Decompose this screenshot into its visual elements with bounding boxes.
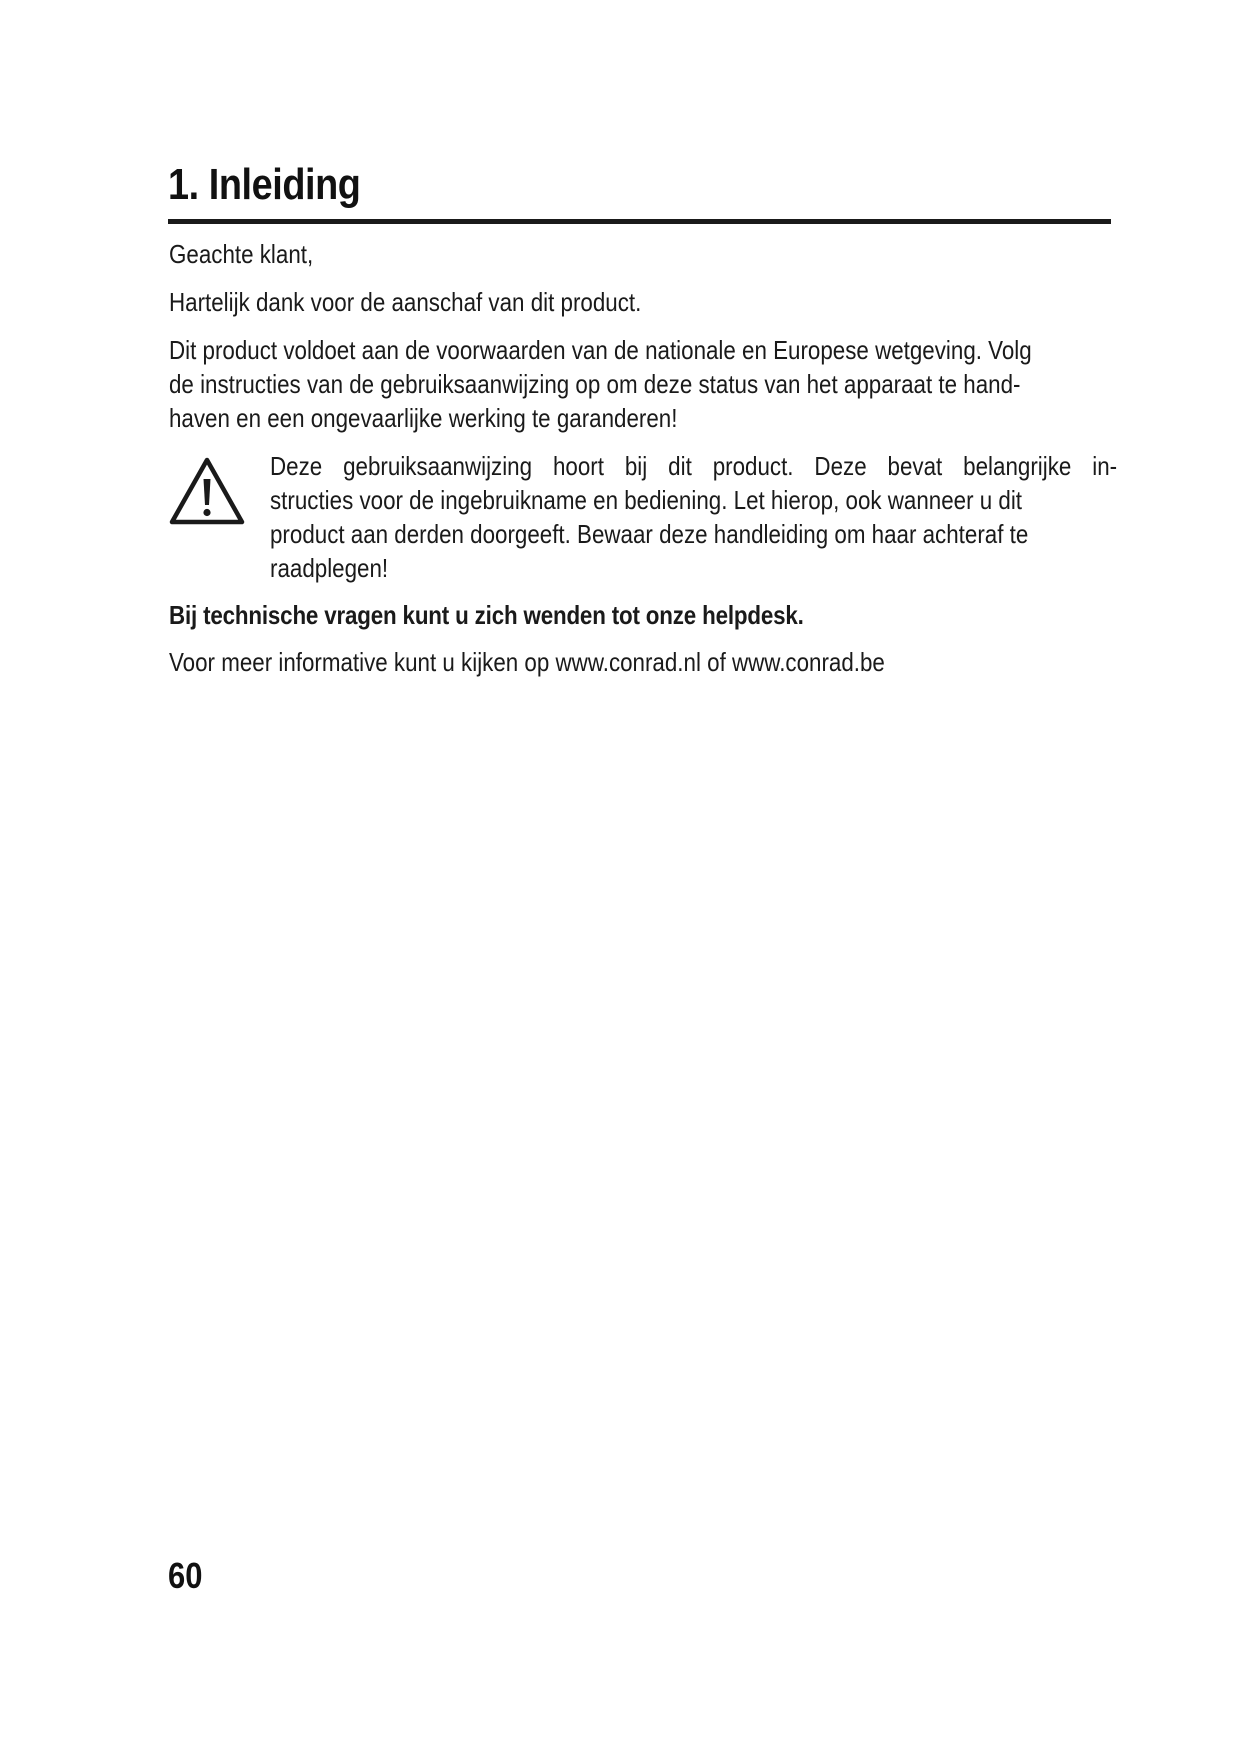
helpdesk-note: Bij technische vragen kunt u zich wenden tot onze helpdesk. (169, 600, 804, 630)
warning-line: Deze gebruiksaanwijzing hoort bij dit product. Deze bevat belangrijke in- (270, 451, 1118, 481)
conformity-line: de instructies van de gebruiksaanwijzing op om deze status van het apparaat te hand- (169, 369, 1021, 399)
section-heading: 1. Inleiding (168, 160, 361, 209)
warning-paragraph (270, 449, 1117, 585)
conformity-line: Dit product voldoet aan de voorwaarden van de nationale en Europese wetgeving. Volg (169, 335, 1032, 365)
conformity-line: haven en een ongevaarlijke werking te garanderen! (169, 403, 678, 433)
page-number: 60 (168, 1555, 203, 1596)
thanks-text: Hartelijk dank voor de aanschaf van dit product. (169, 287, 642, 317)
conformity-paragraph (169, 333, 1115, 435)
more-info-text: Voor meer informative kunt u kijken op www.conrad.nl of www.conrad.be (169, 647, 885, 677)
warning-line: raadplegen! (270, 553, 389, 583)
warning-line: structies voor de ingebruikname en bediening. Let hierop, ook wanneer u dit (270, 485, 1023, 515)
greeting-text: Geachte klant, (169, 239, 314, 269)
heading-divider (168, 219, 1111, 224)
warning-triangle-icon (168, 455, 246, 527)
warning-line: product aan derden doorgeeft. Bewaar deze handleiding om haar achteraf te (270, 519, 1029, 549)
